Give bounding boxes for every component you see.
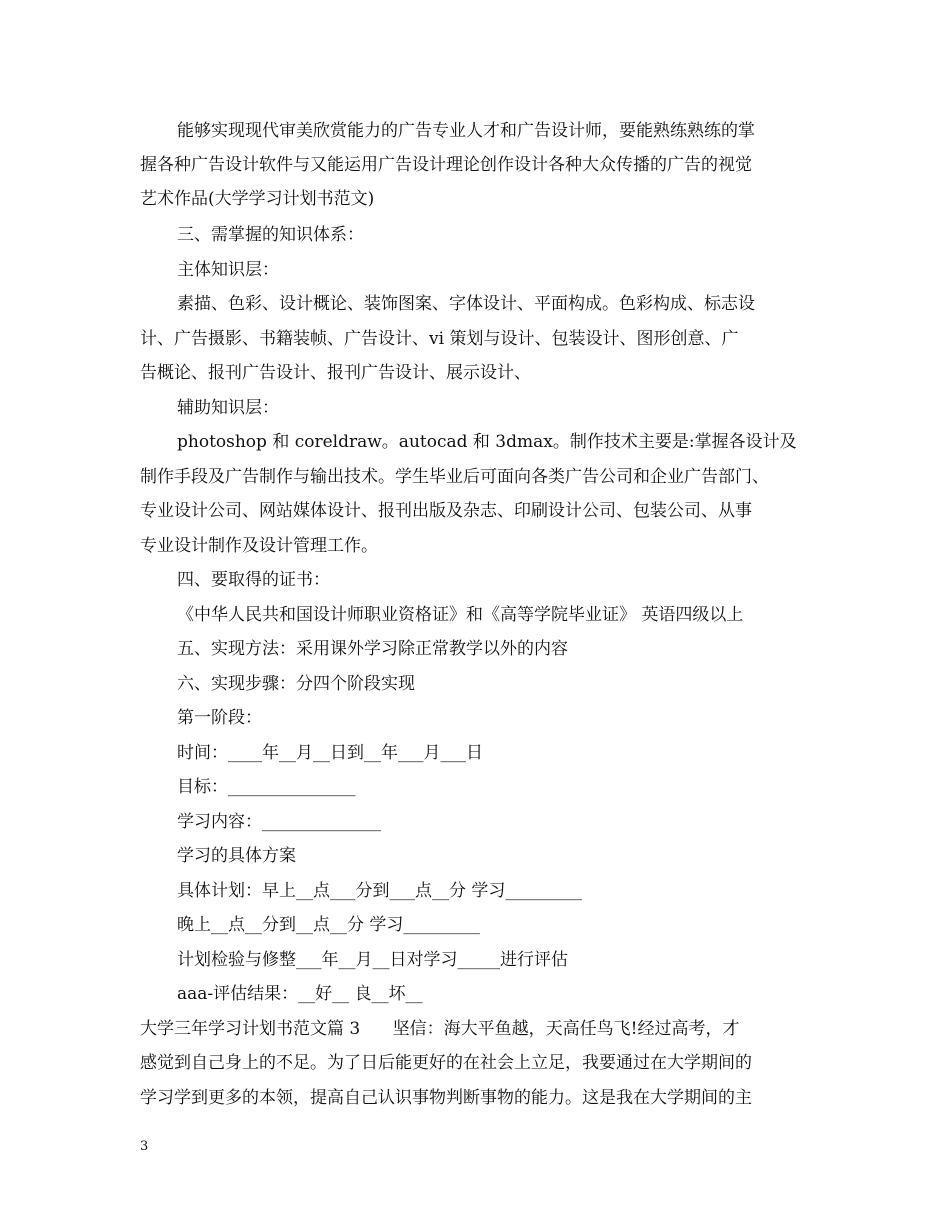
- body-text-line: 学习学到更多的本领，提高自己认识事物判断事物的能力。这是我在大学期间的主: [140, 1088, 752, 1108]
- body-text-line: 艺术作品(大学学习计划书范文): [140, 189, 375, 209]
- form-line: 时间：____年__月__日到__年___月___日: [177, 743, 483, 763]
- body-text-line: 计、广告摄影、书籍装帧、广告设计、vi 策划与设计、包装设计、图形创意、广: [140, 329, 739, 349]
- section-heading: 五、实现方法：采用课外学习除正常教学以外的内容: [177, 639, 568, 659]
- subheading: 主体知识层：: [177, 260, 279, 280]
- form-line: 目标：_______________: [177, 777, 356, 797]
- section-heading: 三、需掌握的知识体系：: [177, 225, 364, 245]
- body-text-line: 专业设计公司、网站媒体设计、报刊出版及杂志、印刷设计公司、包装公司、从事: [140, 501, 752, 521]
- form-line: 计划检验与修整___年__月__日对学习_____进行评估: [177, 950, 568, 970]
- body-text-line: 学习的具体方案: [177, 846, 296, 866]
- form-line: 学习内容：______________: [177, 812, 381, 832]
- body-text-line: 制作手段及广告制作与输出技术。学生毕业后可面向各类广告公司和企业广告部门、: [140, 467, 769, 487]
- form-line: 晚上__点__分到__点__分 学习_________: [177, 915, 480, 935]
- body-text-line: photoshop 和 coreldraw。autocad 和 3dmax。制作技术主要是:掌握各设计及: [177, 432, 797, 452]
- body-text-line: 大学三年学习计划书范文篇 3 坚信：海大平鱼越，天高任鸟飞!经过高考，才: [140, 1019, 740, 1039]
- section-heading: 四、要取得的证书：: [177, 570, 330, 590]
- section-heading: 六、实现步骤：分四个阶段实现: [177, 674, 415, 694]
- body-text-line: 握各种广告设计软件与又能运用广告设计理论创作设计各种大众传播的广告的视觉: [140, 155, 752, 175]
- subheading: 第一阶段：: [177, 708, 262, 728]
- body-text-line: 《中华人民共和国设计师职业资格证》和《高等学院毕业证》 英语四级以上: [177, 605, 744, 625]
- page-number: 3: [140, 1139, 149, 1154]
- body-text-line: 专业设计制作及设计管理工作。: [140, 536, 378, 556]
- form-line: aaa-评估结果：__好__ 良__坏__: [177, 984, 423, 1004]
- body-text-line: 能够实现现代审美欣赏能力的广告专业人才和广告设计师，要能熟练熟练的掌: [177, 121, 755, 141]
- body-text-line: 感觉到自己身上的不足。为了日后能更好的在社会上立足，我要通过在大学期间的: [140, 1053, 752, 1073]
- form-line: 具体计划：早上__点___分到___点__分 学习_________: [177, 881, 582, 901]
- body-text-line: 告概论、报刊广告设计、报刊广告设计、展示设计、: [140, 363, 531, 383]
- body-text-line: 素描、色彩、设计概论、装饰图案、字体设计、平面构成。色彩构成、标志设: [177, 294, 755, 314]
- subheading: 辅助知识层：: [177, 398, 279, 418]
